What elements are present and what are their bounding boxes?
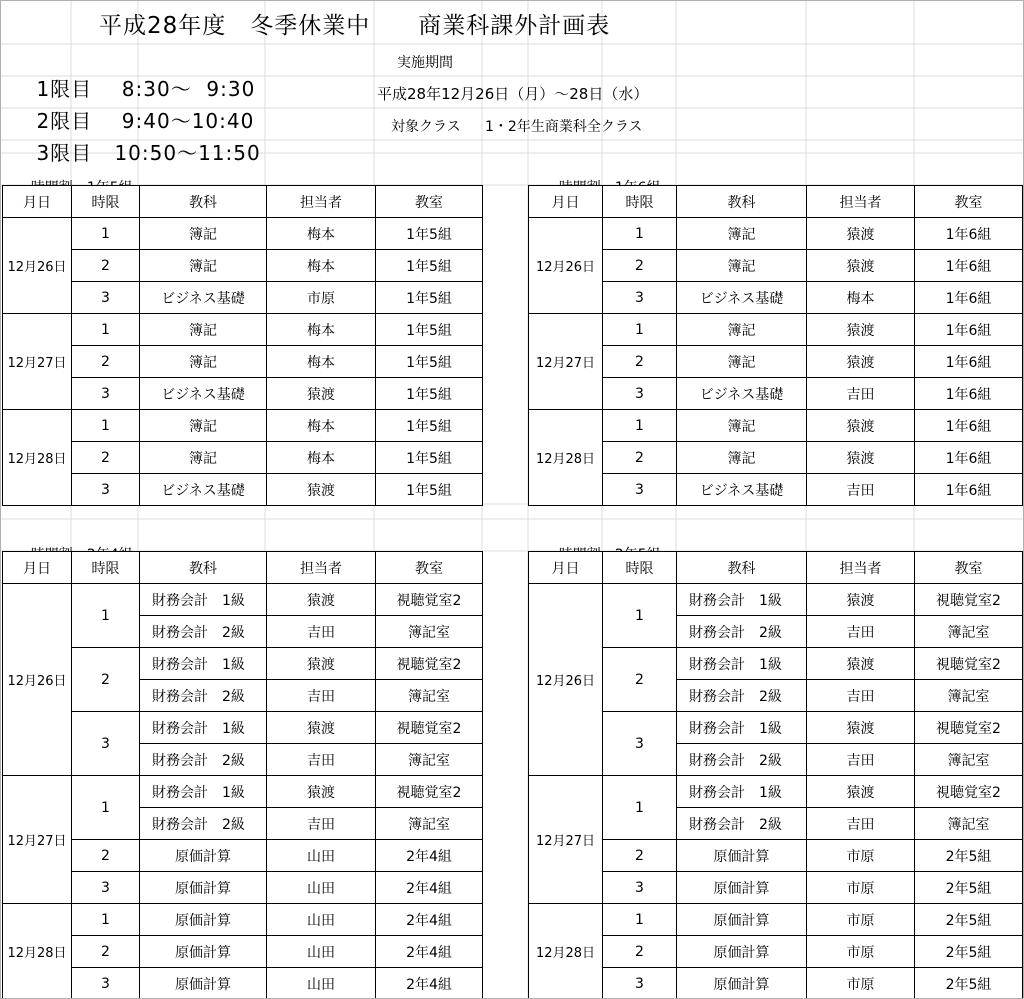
subject-cell: 簿記 <box>140 314 267 346</box>
column-header: 教科 <box>677 552 807 584</box>
room-cell: 簿記室 <box>915 616 1023 648</box>
room-cell: 2年5組 <box>915 872 1023 904</box>
room-cell: 1年5組 <box>376 282 483 314</box>
period-cell: 3 <box>603 712 677 776</box>
period-cell: 2 <box>603 648 677 712</box>
room-cell: 1年6組 <box>915 474 1023 506</box>
date-cell: 12月26日 <box>529 218 603 314</box>
subject-cell: 原価計算 <box>140 968 267 999</box>
table-row <box>529 218 1023 250</box>
target-class-label: 対象クラス <box>391 119 461 135</box>
teacher-cell: 市原 <box>807 968 915 999</box>
subject-cell: 財務会計 1級 <box>140 584 267 616</box>
implementation-period-label: 実施期間 <box>397 55 453 71</box>
period-cell: 1 <box>603 584 677 648</box>
room-cell: 1年5組 <box>376 378 483 410</box>
period-cell: 1 <box>603 904 677 936</box>
teacher-cell: 猿渡 <box>807 584 915 616</box>
teacher-cell: 猿渡 <box>807 314 915 346</box>
period-cell: 2 <box>72 936 140 968</box>
subject-cell: 簿記 <box>677 346 807 378</box>
room-cell: 2年4組 <box>376 936 483 968</box>
subject-cell: 簿記 <box>140 346 267 378</box>
teacher-cell: 吉田 <box>807 808 915 840</box>
date-cell: 12月26日 <box>529 584 603 776</box>
subject-cell: 財務会計 1級 <box>140 712 267 744</box>
room-cell: 簿記室 <box>376 808 483 840</box>
period-label: 1限目 <box>36 77 93 101</box>
period-cell: 3 <box>603 378 677 410</box>
teacher-cell: 吉田 <box>807 474 915 506</box>
teacher-cell: 猿渡 <box>267 378 376 410</box>
subject-cell: 原価計算 <box>677 840 807 872</box>
table-row <box>529 378 1023 410</box>
subject-cell: 簿記 <box>140 218 267 250</box>
period-cell: 3 <box>72 282 140 314</box>
period-cell: 3 <box>72 378 140 410</box>
header-row <box>529 186 1023 218</box>
subject-cell: 財務会計 2級 <box>140 744 267 776</box>
period-cell: 2 <box>72 250 140 282</box>
table-row <box>529 442 1023 474</box>
room-cell: 簿記室 <box>915 680 1023 712</box>
period-cell: 2 <box>603 250 677 282</box>
period-cell: 2 <box>603 346 677 378</box>
column-header: 時限 <box>72 552 140 584</box>
table-row <box>529 648 1023 680</box>
room-cell: 視聴覚室2 <box>376 776 483 808</box>
column-header: 教室 <box>915 186 1023 218</box>
teacher-cell: 梅本 <box>807 282 915 314</box>
table-row <box>3 936 483 968</box>
period-cell: 2 <box>603 936 677 968</box>
table-row <box>3 250 483 282</box>
table-row <box>529 936 1023 968</box>
table-row <box>529 840 1023 872</box>
subject-cell: 財務会計 2級 <box>677 744 807 776</box>
teacher-cell: 吉田 <box>807 378 915 410</box>
table-row <box>529 712 1023 744</box>
table-row <box>3 218 483 250</box>
subject-cell: 財務会計 1級 <box>677 584 807 616</box>
room-cell: 視聴覚室2 <box>376 648 483 680</box>
period-cell: 2 <box>603 442 677 474</box>
room-cell: 視聴覚室2 <box>915 712 1023 744</box>
teacher-cell: 猿渡 <box>267 648 376 680</box>
period-cell: 1 <box>72 410 140 442</box>
room-cell: 1年6組 <box>915 218 1023 250</box>
subject-cell: 財務会計 2級 <box>140 680 267 712</box>
subject-cell: ビジネス基礎 <box>140 378 267 410</box>
period-label: 3限目 <box>36 141 93 165</box>
period-cell: 3 <box>603 474 677 506</box>
date-cell: 12月28日 <box>3 410 72 506</box>
column-header: 月日 <box>529 552 603 584</box>
subject-cell: 原価計算 <box>677 968 807 999</box>
period-cell: 3 <box>72 968 140 999</box>
room-cell: 2年5組 <box>915 936 1023 968</box>
period-cell: 1 <box>72 218 140 250</box>
subject-cell: 財務会計 1級 <box>140 648 267 680</box>
teacher-cell: 山田 <box>267 968 376 999</box>
date-cell: 12月26日 <box>3 218 72 314</box>
period-cell: 2 <box>72 346 140 378</box>
period-cell: 1 <box>603 776 677 840</box>
period-cell: 1 <box>72 904 140 936</box>
room-cell: 簿記室 <box>376 616 483 648</box>
room-cell: 1年5組 <box>376 474 483 506</box>
room-cell: 簿記室 <box>376 680 483 712</box>
subject-cell: ビジネス基礎 <box>140 282 267 314</box>
room-cell: 1年5組 <box>376 314 483 346</box>
teacher-cell: 梅本 <box>267 410 376 442</box>
room-cell: 2年4組 <box>376 872 483 904</box>
table-row <box>3 410 483 442</box>
table-row <box>529 584 1023 616</box>
period-cell: 2 <box>72 442 140 474</box>
column-header: 担当者 <box>267 186 376 218</box>
subject-cell: 原価計算 <box>140 936 267 968</box>
teacher-cell: 猿渡 <box>267 474 376 506</box>
subject-cell: 簿記 <box>140 410 267 442</box>
table-row <box>3 314 483 346</box>
table-row <box>529 776 1023 808</box>
header-row <box>3 186 483 218</box>
table-row <box>529 346 1023 378</box>
period-label: 2限目 <box>36 109 93 133</box>
teacher-cell: 市原 <box>807 840 915 872</box>
room-cell: 視聴覚室2 <box>915 648 1023 680</box>
room-cell: 視聴覚室2 <box>376 712 483 744</box>
subject-cell: 財務会計 2級 <box>140 808 267 840</box>
teacher-cell: 市原 <box>807 904 915 936</box>
subject-cell: 簿記 <box>677 218 807 250</box>
teacher-cell: 山田 <box>267 872 376 904</box>
room-cell: 1年5組 <box>376 410 483 442</box>
column-header: 月日 <box>529 186 603 218</box>
teacher-cell: 吉田 <box>267 616 376 648</box>
teacher-cell: 梅本 <box>267 442 376 474</box>
subject-cell: 簿記 <box>140 250 267 282</box>
period-time: 9:40～10:40 <box>114 109 255 133</box>
teacher-cell: 吉田 <box>807 680 915 712</box>
column-header: 月日 <box>3 186 72 218</box>
teacher-cell: 猿渡 <box>267 776 376 808</box>
subject-cell: 原価計算 <box>677 904 807 936</box>
teacher-cell: 山田 <box>267 904 376 936</box>
table-row <box>529 250 1023 282</box>
date-cell: 12月27日 <box>3 776 72 904</box>
timetable-1-6 <box>528 185 1023 506</box>
period-cell: 1 <box>603 314 677 346</box>
teacher-cell: 吉田 <box>267 808 376 840</box>
table-row <box>3 346 483 378</box>
subject-cell: 財務会計 2級 <box>140 616 267 648</box>
teacher-cell: 山田 <box>267 936 376 968</box>
subject-cell: 簿記 <box>677 410 807 442</box>
table-row <box>529 904 1023 936</box>
date-cell: 12月27日 <box>529 314 603 410</box>
column-header: 教科 <box>140 186 267 218</box>
subject-cell: ビジネス基礎 <box>677 378 807 410</box>
period-time: 8:30～ 9:30 <box>114 77 256 101</box>
date-cell: 12月27日 <box>3 314 72 410</box>
column-header: 教室 <box>376 552 483 584</box>
period-time: 10:50～11:50 <box>114 141 261 165</box>
table-row <box>3 904 483 936</box>
teacher-cell: 猿渡 <box>807 346 915 378</box>
column-header: 担当者 <box>807 552 915 584</box>
column-header: 担当者 <box>267 552 376 584</box>
teacher-cell: 梅本 <box>267 250 376 282</box>
room-cell: 2年5組 <box>915 840 1023 872</box>
teacher-cell: 梅本 <box>267 346 376 378</box>
column-header: 教科 <box>140 552 267 584</box>
room-cell: 1年6組 <box>915 282 1023 314</box>
teacher-cell: 梅本 <box>267 314 376 346</box>
period-cell: 1 <box>603 218 677 250</box>
room-cell: 1年6組 <box>915 378 1023 410</box>
subject-cell: 原価計算 <box>677 936 807 968</box>
room-cell: 1年5組 <box>376 250 483 282</box>
date-cell: 12月27日 <box>529 776 603 904</box>
room-cell: 1年5組 <box>376 346 483 378</box>
subject-cell: 財務会計 1級 <box>677 648 807 680</box>
room-cell: 2年4組 <box>376 904 483 936</box>
subject-cell: ビジネス基礎 <box>677 282 807 314</box>
subject-cell: 原価計算 <box>140 872 267 904</box>
header-row <box>3 552 483 584</box>
table-row <box>529 410 1023 442</box>
teacher-cell: 吉田 <box>267 744 376 776</box>
room-cell: 2年5組 <box>915 904 1023 936</box>
table-row <box>3 712 483 744</box>
teacher-cell: 猿渡 <box>807 442 915 474</box>
room-cell: 簿記室 <box>915 744 1023 776</box>
teacher-cell: 市原 <box>807 872 915 904</box>
table-row <box>529 314 1023 346</box>
timetable-2-5 <box>528 551 1023 999</box>
subject-cell: 原価計算 <box>140 840 267 872</box>
table-row <box>529 474 1023 506</box>
subject-cell: 財務会計 2級 <box>677 808 807 840</box>
table-row <box>3 968 483 999</box>
period-cell: 3 <box>603 968 677 999</box>
subject-cell: 簿記 <box>677 314 807 346</box>
room-cell: 1年6組 <box>915 442 1023 474</box>
table-row <box>3 776 483 808</box>
subject-cell: 財務会計 1級 <box>677 776 807 808</box>
period-cell: 3 <box>72 474 140 506</box>
subject-cell: 原価計算 <box>140 904 267 936</box>
period-cell: 1 <box>72 584 140 648</box>
teacher-cell: 市原 <box>807 936 915 968</box>
date-cell: 12月28日 <box>529 410 603 506</box>
subject-cell: 簿記 <box>677 250 807 282</box>
subject-cell: 簿記 <box>677 442 807 474</box>
table-row <box>3 378 483 410</box>
room-cell: 1年5組 <box>376 442 483 474</box>
subject-cell: 財務会計 1級 <box>677 712 807 744</box>
period-cell: 1 <box>72 314 140 346</box>
teacher-cell: 市原 <box>267 282 376 314</box>
teacher-cell: 山田 <box>267 840 376 872</box>
table-row <box>3 648 483 680</box>
target-class-value: 1・2年生商業科全クラス <box>485 119 643 135</box>
room-cell: 簿記室 <box>915 808 1023 840</box>
table-row <box>529 968 1023 999</box>
table-row <box>3 474 483 506</box>
subject-cell: 原価計算 <box>677 872 807 904</box>
room-cell: 1年6組 <box>915 250 1023 282</box>
subject-cell: ビジネス基礎 <box>140 474 267 506</box>
table-row <box>529 282 1023 314</box>
subject-cell: 財務会計 2級 <box>677 616 807 648</box>
page-title: 平成28年度 冬季休業中 商業科課外計画表 <box>99 13 611 39</box>
room-cell: 簿記室 <box>376 744 483 776</box>
teacher-cell: 猿渡 <box>807 648 915 680</box>
period-cell: 2 <box>603 840 677 872</box>
room-cell: 1年6組 <box>915 314 1023 346</box>
room-cell: 2年4組 <box>376 968 483 999</box>
room-cell: 視聴覚室2 <box>915 776 1023 808</box>
table-row <box>3 840 483 872</box>
teacher-cell: 猿渡 <box>807 776 915 808</box>
table-row <box>3 282 483 314</box>
subject-cell: ビジネス基礎 <box>677 474 807 506</box>
teacher-cell: 猿渡 <box>267 584 376 616</box>
column-header: 月日 <box>3 552 72 584</box>
room-cell: 2年4組 <box>376 840 483 872</box>
column-header: 教室 <box>376 186 483 218</box>
room-cell: 1年6組 <box>915 346 1023 378</box>
column-header: 教室 <box>915 552 1023 584</box>
period-cell: 2 <box>72 648 140 712</box>
date-cell: 12月28日 <box>529 904 603 999</box>
subject-cell: 財務会計 1級 <box>140 776 267 808</box>
header-row <box>529 552 1023 584</box>
period-cell: 3 <box>72 712 140 776</box>
room-cell: 視聴覚室2 <box>376 584 483 616</box>
teacher-cell: 猿渡 <box>267 712 376 744</box>
date-cell: 12月28日 <box>3 904 72 999</box>
column-header: 担当者 <box>807 186 915 218</box>
teacher-cell: 梅本 <box>267 218 376 250</box>
room-cell: 2年5組 <box>915 968 1023 999</box>
period-cell: 3 <box>603 282 677 314</box>
date-cell: 12月26日 <box>3 584 72 776</box>
column-header: 時限 <box>603 552 677 584</box>
teacher-cell: 吉田 <box>807 616 915 648</box>
column-header: 時限 <box>603 186 677 218</box>
timetable-1-5 <box>2 185 483 506</box>
subject-cell: 財務会計 2級 <box>677 680 807 712</box>
teacher-cell: 猿渡 <box>807 250 915 282</box>
table-row <box>3 442 483 474</box>
period-cell: 3 <box>72 872 140 904</box>
teacher-cell: 猿渡 <box>807 218 915 250</box>
teacher-cell: 猿渡 <box>807 712 915 744</box>
period-cell: 2 <box>72 840 140 872</box>
period-cell: 1 <box>72 776 140 840</box>
room-cell: 視聴覚室2 <box>915 584 1023 616</box>
period-cell: 3 <box>603 872 677 904</box>
room-cell: 1年5組 <box>376 218 483 250</box>
column-header: 教科 <box>677 186 807 218</box>
teacher-cell: 猿渡 <box>807 410 915 442</box>
column-header: 時限 <box>72 186 140 218</box>
implementation-period-value: 平成28年12月26日（月）～28日（水） <box>377 85 649 103</box>
teacher-cell: 吉田 <box>267 680 376 712</box>
teacher-cell: 吉田 <box>807 744 915 776</box>
timetable-2-4 <box>2 551 483 999</box>
table-row <box>3 872 483 904</box>
table-row <box>529 872 1023 904</box>
table-row <box>3 584 483 616</box>
room-cell: 1年6組 <box>915 410 1023 442</box>
subject-cell: 簿記 <box>140 442 267 474</box>
period-cell: 1 <box>603 410 677 442</box>
